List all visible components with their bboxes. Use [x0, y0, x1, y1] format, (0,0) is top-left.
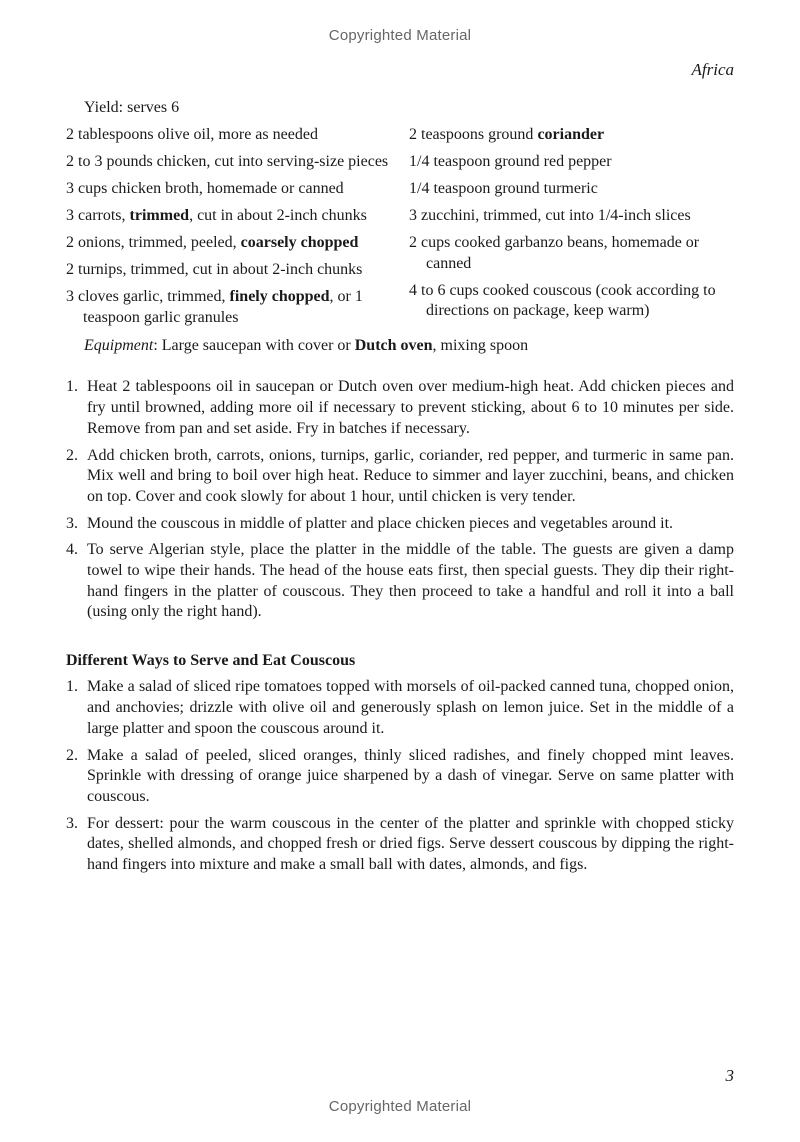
- instruction-step: [66, 446, 734, 508]
- step-text: For dessert: pour the warm couscous in the center of the platter and sprinkle with chopped sticky dates, shelled almonds, and chopped fresh or dried figs. Serve dessert couscous by dipping the right-hand fingers into mixture and make a small ball with dates, almonds, and figs.: [87, 814, 734, 873]
- step-number: 1.: [66, 378, 78, 396]
- instructions-list: [66, 377, 734, 622]
- ingredient-item: 1/4 teaspoon ground red pepper: [409, 152, 612, 170]
- ingredient-item: 2 onions, trimmed, peeled, coarsely chopped: [66, 233, 359, 251]
- instruction-step: [66, 514, 734, 535]
- running-head: Africa: [691, 60, 734, 79]
- copyright-header: Copyrighted Material: [328, 27, 472, 44]
- ingredient-item: 3 cups chicken broth, homemade or canned: [66, 179, 344, 197]
- ingredients-list: [66, 125, 734, 335]
- ingredient-item: 4 to 6 cups cooked couscous (cook according to directions on package, keep warm): [409, 281, 716, 320]
- section-heading: Different Ways to Serve and Eat Couscous: [66, 651, 356, 669]
- step-number: 3.: [66, 514, 78, 532]
- serving-step: [66, 814, 734, 876]
- ingredient-item: 2 tablespoons olive oil, more as needed: [66, 125, 318, 143]
- step-number: 3.: [66, 814, 78, 832]
- ingredient-item: 2 to 3 pounds chicken, cut into serving-size pieces: [66, 152, 389, 170]
- step-text: Heat 2 tablespoons oil in saucepan or Dutch oven over medium-high heat. Add chicken pieces and fry until browned, adding more oil if necessary to prevent sticking, about 6 to 10 minutes per side. Remove from pan and set aside. Fry in batches if necessary.: [87, 378, 734, 437]
- yield-line: Yield: serves 6: [84, 99, 180, 116]
- step-number: 2.: [66, 446, 78, 464]
- serving-step: [66, 677, 734, 739]
- step-number: 4.: [66, 541, 78, 559]
- instruction-step: [66, 540, 734, 622]
- step-text: To serve Algerian style, place the platter in the middle of the table. The guests are given a damp towel to wipe their hands. The head of the house eats first, then special guests. They dip their right-hand fingers in the platter of couscous. They then proceed to take a handful and roll it into a ball (using only the right hand).: [87, 541, 734, 621]
- serving-step: [66, 746, 734, 808]
- ingredients-right-column: [409, 125, 734, 335]
- step-text: Make a salad of peeled, sliced oranges, thinly sliced radishes, and finely chopped mint leaves. Sprinkle with dressing of orange juice sharpened by a dash of vinegar. Serve on same platter with couscous.: [87, 746, 734, 805]
- step-text: Make a salad of sliced ripe tomatoes topped with morsels of oil-packed canned tuna, chopped onion, and anchovies; drizzle with olive oil and generously splash on lemon juice. Set in the middle of a large platter and spoon the couscous around it.: [87, 678, 734, 737]
- ingredient-item: 2 teaspoons ground coriander: [409, 125, 605, 143]
- step-text: Add chicken broth, carrots, onions, turnips, garlic, coriander, red pepper, and turmeric in same pan. Mix well and bring to boil over high heat. Reduce to simmer and layer zucchini, beans, and chicken on top. Cover and cook slowly for about 1 hour, until chicken is very tender.: [87, 446, 734, 505]
- ingredient-item: 3 cloves garlic, trimmed, finely chopped, or 1 teaspoon garlic granules: [66, 288, 363, 326]
- step-number: 1.: [66, 678, 78, 696]
- instruction-step: [66, 377, 734, 439]
- copyright-footer: Copyrighted Material: [328, 1098, 472, 1115]
- ingredients-left-column: [66, 125, 409, 335]
- ingredient-item: 1/4 teaspoon ground turmeric: [409, 179, 598, 197]
- serving-suggestions-list: [66, 677, 734, 875]
- step-number: 2.: [66, 746, 78, 764]
- ingredient-item: 3 carrots, trimmed, cut in about 2-inch chunks: [66, 206, 367, 224]
- recipe-body: [66, 98, 734, 882]
- step-text: Mound the couscous in middle of platter and place chicken pieces and vegetables around it.: [87, 514, 674, 532]
- equipment-line: Equipment: Large saucepan with cover or Dutch oven, mixing spoon: [84, 336, 529, 354]
- ingredient-item: 2 turnips, trimmed, cut in about 2-inch chunks: [66, 261, 363, 279]
- page-number: 3: [725, 1066, 734, 1085]
- ingredient-item: 3 zucchini, trimmed, cut into 1/4-inch slices: [409, 206, 691, 224]
- ingredient-item: 2 cups cooked garbanzo beans, homemade or canned: [409, 233, 700, 272]
